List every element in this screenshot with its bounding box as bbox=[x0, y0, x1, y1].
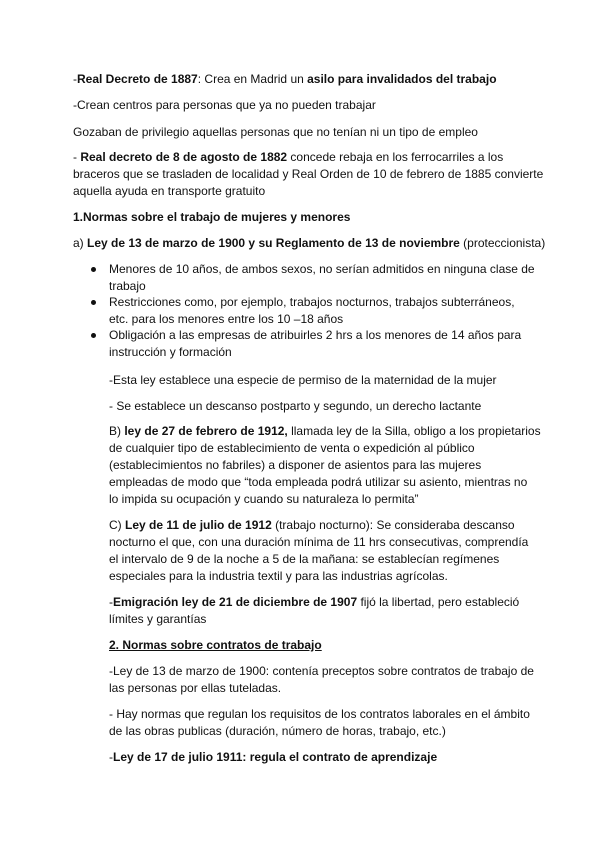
text-prefix: a) bbox=[73, 236, 88, 250]
text-prefix: - bbox=[109, 750, 113, 764]
paragraph-real-decreto-1882-line1 bbox=[73, 149, 503, 166]
text: concede rebaja en los ferrocarriles a los bbox=[287, 150, 504, 164]
bullet-icon bbox=[91, 300, 96, 305]
bullet-icon bbox=[91, 333, 96, 338]
paragraph-emigracion-line2: límites y garantías bbox=[109, 612, 207, 626]
paragraph-ley-1900 bbox=[73, 235, 545, 252]
paragraph-ley-1900-contratos-line1: -Ley de 13 de marzo de 1900: contenía preceptos sobre contratos de trabajo de bbox=[109, 664, 534, 678]
paragraph-trabajo-nocturno-line2: nocturno el que, con una duración mínima de 11 hrs consecutivas, comprendía bbox=[109, 535, 529, 549]
bullet-item-2-line1: Restricciones como, por ejemplo, trabajos nocturnos, trabajos subterráneos, bbox=[109, 295, 515, 309]
bullet-item-1-line2: trabajo bbox=[109, 279, 146, 293]
paragraph-trabajo-nocturno-line4: especiales para la industria textil y para las industrias agrícolas. bbox=[109, 569, 448, 583]
text: (trabajo nocturno): Se consideraba descanso bbox=[271, 518, 515, 532]
bullet-item-1-line1: Menores de 10 años, de ambos sexos, no serían admitidos en ninguna clase de bbox=[109, 262, 535, 276]
paragraph-ley-1900-contratos-line2: las personas por ellas tuteladas. bbox=[109, 681, 282, 695]
text: (proteccionista) bbox=[459, 236, 546, 250]
text-prefix: - bbox=[73, 150, 81, 164]
bold-text: Real decreto de 8 de agosto de 1882 bbox=[80, 150, 288, 164]
bold-text: asilo para invalidados del trabajo bbox=[307, 72, 497, 86]
paragraph-obras-publicas-line1: - Hay normas que regulan los requisitos de los contratos laborales en el ámbito bbox=[109, 707, 530, 721]
text: fijó la libertad, pero estableció bbox=[357, 595, 520, 609]
bullet-item-3-line1: Obligación a las empresas de atribuirles 2 hrs a los menores de 14 años para bbox=[109, 328, 522, 342]
bold-text: ley de 27 de febrero de 1912, bbox=[124, 424, 288, 438]
bold-text: Ley de 17 de julio 1911: regula el contrato de aprendizaje bbox=[113, 750, 438, 764]
paragraph-ley-1911-aprendizaje bbox=[109, 749, 437, 766]
heading-normas-mujeres-menores: 1.Normas sobre el trabajo de mujeres y menores bbox=[73, 210, 351, 224]
paragraph-crean-centros: -Crean centros para personas que ya no pueden trabajar bbox=[73, 98, 376, 112]
paragraph-ley-silla-line1 bbox=[109, 423, 541, 440]
bullet-icon bbox=[91, 267, 96, 272]
text: : Crea en Madrid un bbox=[197, 72, 308, 86]
paragraph-gozaban: Gozaban de privilegio aquellas personas que no tenían ni un tipo de empleo bbox=[73, 125, 478, 139]
paragraph-real-decreto-1882-line3: aquella ayuda en transporte gratuito bbox=[73, 184, 266, 198]
text-prefix: - bbox=[109, 595, 113, 609]
paragraph-real-decreto-1882-line2: braceros que se trasladen de localidad y Real Orden de 10 de febrero de 1885 convierte bbox=[73, 167, 544, 181]
paragraph-real-decreto-1887 bbox=[73, 71, 497, 88]
paragraph-trabajo-nocturno-line1 bbox=[109, 517, 515, 534]
paragraph-permiso-maternidad: -Esta ley establece una especie de permiso de la maternidad de la mujer bbox=[109, 373, 497, 387]
bold-text: Ley de 13 de marzo de 1900 y su Reglamento de 13 de noviembre bbox=[87, 236, 460, 250]
paragraph-trabajo-nocturno-line3: el intervalo de 9 de la noche a 5 de la mañana: se establecían regímenes bbox=[109, 552, 500, 566]
paragraph-ley-silla-line4: empleadas de modo que “toda empleada podrá utilizar su asiento, mientras no bbox=[109, 475, 528, 489]
paragraph-ley-silla-line5: lo impida su ocupación y cuando su naturaleza lo permita” bbox=[109, 492, 419, 506]
heading-normas-contratos: 2. Normas sobre contratos de trabajo bbox=[109, 638, 322, 652]
paragraph-emigracion-line1 bbox=[109, 594, 519, 611]
paragraph-obras-publicas-line2: de las obras publicas (duración, número de horas, trabajo, etc.) bbox=[109, 724, 446, 738]
bullet-item-2-line2: etc. para los menores entre los 10 –18 años bbox=[109, 312, 344, 326]
text-prefix: - bbox=[73, 72, 77, 86]
paragraph-descanso-postparto: - Se establece un descanso postparto y segundo, un derecho lactante bbox=[109, 399, 482, 413]
text-prefix: C) bbox=[109, 518, 125, 532]
paragraph-ley-silla-line3: (establecimientos no fabriles) a disponer de asientos para las mujeres bbox=[109, 458, 482, 472]
bold-text: Ley de 11 de julio de 1912 bbox=[125, 518, 272, 532]
bold-text: Emigración ley de 21 de diciembre de 1907 bbox=[113, 595, 358, 609]
bullet-item-3-line2: instrucción y formación bbox=[109, 345, 232, 359]
text: llamada ley de la Silla, obligo a los propietarios bbox=[287, 424, 541, 438]
paragraph-ley-silla-line2: de cualquier tipo de establecimiento de venta o expedición al público bbox=[109, 441, 475, 455]
bold-text: Real Decreto de 1887 bbox=[77, 72, 198, 86]
text-prefix: B) bbox=[109, 424, 125, 438]
